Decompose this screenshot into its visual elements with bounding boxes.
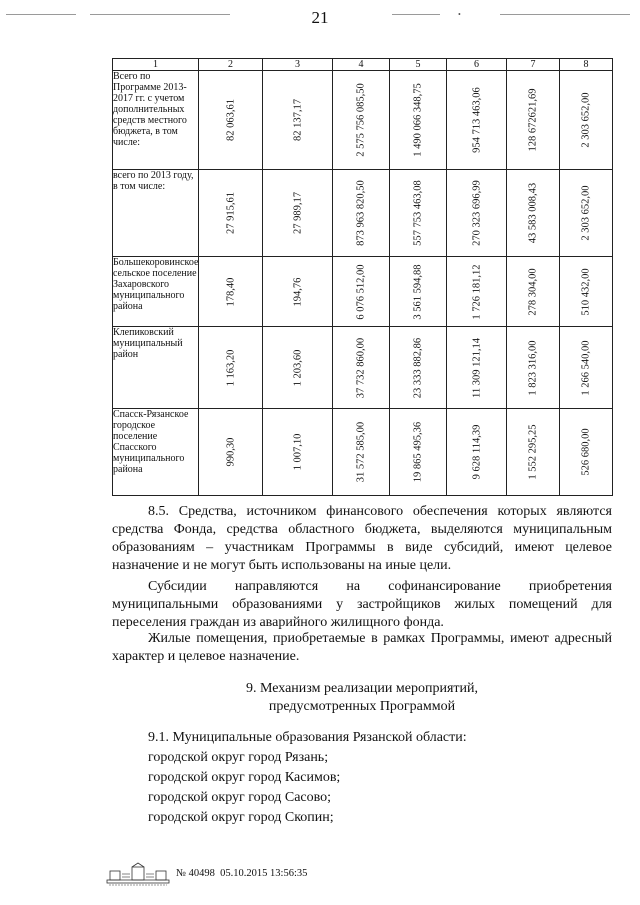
cell-value: 278 304,00 xyxy=(527,267,539,316)
cell-value: 178,40 xyxy=(225,277,236,306)
cell-value: 1 823 316,00 xyxy=(527,339,539,396)
paragraph-housing: Жилые помещения, приобретаемые в рамках Программы, имеют адресный характер и целевое назначение. xyxy=(112,631,612,664)
cell-value: 128 672621,69 xyxy=(527,88,539,152)
cell-value: 1 726 181,12 xyxy=(471,263,482,320)
table-cell xyxy=(390,257,447,327)
column-header: 1 xyxy=(113,59,199,71)
table-cell xyxy=(199,327,263,409)
cell-value: 557 753 463,08 xyxy=(412,180,424,246)
paragraph-subsidies: Субсидии направляются на софинансирование приобретения муниципальными образованиями у застройщиков жилых помещений для переселения граждан из аварийного жилищного фонда. xyxy=(112,579,612,630)
cell-value: 27 915,61 xyxy=(225,192,236,234)
table-cell xyxy=(447,170,507,257)
subsection-title: 9.1. Муниципальные образования Рязанской области: xyxy=(148,730,467,745)
table-cell xyxy=(390,71,447,170)
column-header: 5 xyxy=(390,59,447,71)
list-item: городской округ город Рязань; xyxy=(148,750,329,765)
cell-value: 19 865 495,36 xyxy=(412,421,424,483)
table-cell xyxy=(507,409,560,496)
cell-value: 23 333 882,86 xyxy=(412,337,424,398)
table-cell xyxy=(507,170,560,257)
table-row xyxy=(113,257,613,327)
column-header: 8 xyxy=(560,59,613,71)
column-header: 7 xyxy=(507,59,560,71)
section-title-line: предусмотренных Программой xyxy=(268,699,456,714)
table-cell xyxy=(390,170,447,257)
table-cell xyxy=(263,409,333,496)
cell-value: 1 007,10 xyxy=(292,433,303,471)
cell-value: 6 076 512,00 xyxy=(355,263,367,320)
paragraph-8-5: 8.5. Средства, источником финансового обеспечения которых являются средства Фонда, средства областного бюджета, выделяются муниципальным образованиям – участникам Программы в виде субсидий, имеют целевое назначение и не могут быть использованы на иные цели. xyxy=(112,504,612,573)
table-cell xyxy=(560,409,613,496)
row-label: Большекоровинское сельское поселение Захаровского муниципального района xyxy=(113,257,199,327)
cell-value: 954 713 463,06 xyxy=(471,87,482,153)
cell-value: 1 552 295,25 xyxy=(527,424,539,480)
table-cell xyxy=(333,409,390,496)
table-row xyxy=(113,170,613,257)
cell-value: 1 203,60 xyxy=(292,349,303,386)
row-label: всего по 2013 году, в том числе: xyxy=(113,170,199,257)
table-cell xyxy=(447,257,507,327)
table-cell xyxy=(560,71,613,170)
table-cell xyxy=(263,170,333,257)
table-cell xyxy=(447,327,507,409)
document-registry-stamp-icon xyxy=(106,862,170,886)
table-cell xyxy=(263,327,333,409)
cell-value: 194,76 xyxy=(292,277,303,306)
cell-value: 990,30 xyxy=(225,437,236,467)
table-cell xyxy=(199,257,263,327)
table-cell xyxy=(333,170,390,257)
cell-value: 1 163,20 xyxy=(225,349,236,386)
table-cell xyxy=(507,327,560,409)
cell-value: 82 063,61 xyxy=(225,99,236,141)
cell-value: 2 303 652,00 xyxy=(580,92,592,148)
cell-value: 2 303 652,00 xyxy=(580,185,592,241)
table-header-row xyxy=(113,59,613,71)
stamp-date: 05.10.2015 13:56:35 xyxy=(220,868,308,879)
table-row xyxy=(113,71,613,170)
table-cell xyxy=(333,327,390,409)
table-cell xyxy=(199,71,263,170)
section-title-line: 9. Механизм реализации мероприятий, xyxy=(245,681,479,696)
list-item: городской округ город Сасово; xyxy=(148,790,332,805)
cell-value: 270 323 696,99 xyxy=(471,180,482,246)
table-row xyxy=(113,327,613,409)
list-item: городской округ город Скопин; xyxy=(148,810,334,825)
row-label: Спасск-Рязанское городское поселение Спасского муниципального района xyxy=(113,409,199,496)
table-cell xyxy=(560,327,613,409)
cell-value: 31 572 585,00 xyxy=(355,421,367,483)
budget-table xyxy=(112,58,613,496)
column-header: 2 xyxy=(199,59,263,71)
table-cell xyxy=(507,257,560,327)
table-cell xyxy=(199,170,263,257)
table-cell xyxy=(560,257,613,327)
cell-value: 37 732 860,00 xyxy=(355,337,367,398)
scan-mark: • xyxy=(458,10,461,19)
page-number: 21 xyxy=(311,8,329,27)
cell-value: 82 137,17 xyxy=(292,99,303,141)
cell-value: 873 963 820,50 xyxy=(355,180,367,246)
cell-value: 1 266 540,00 xyxy=(580,339,592,396)
section-9-title xyxy=(112,680,612,716)
table-cell xyxy=(333,71,390,170)
row-label: Клепиковский муниципальный район xyxy=(113,327,199,409)
registration-stamp xyxy=(176,868,307,879)
cell-value: 11 309 121,14 xyxy=(471,337,482,398)
municipalities-block xyxy=(148,728,608,828)
column-header: 3 xyxy=(263,59,333,71)
row-label: Всего по Программе 2013-2017 гг. с учетом дополнительных средств местного бюджета, в том числе: xyxy=(113,71,199,170)
cell-value: 1 490 066 348,75 xyxy=(412,83,424,157)
table-cell xyxy=(263,257,333,327)
table-cell xyxy=(447,71,507,170)
cell-value: 526 680,00 xyxy=(580,428,592,476)
stamp-number: № 40498 xyxy=(176,868,215,879)
table-cell xyxy=(263,71,333,170)
cell-value: 27 989,17 xyxy=(292,192,303,234)
cell-value: 2 575 756 085,50 xyxy=(355,83,367,157)
table-cell xyxy=(199,409,263,496)
column-header: 6 xyxy=(447,59,507,71)
table-cell xyxy=(333,257,390,327)
cell-value: 3 561 594,88 xyxy=(412,263,424,320)
cell-value: 510 432,00 xyxy=(580,267,592,316)
table-cell xyxy=(447,409,507,496)
cell-value: 43 583 008,43 xyxy=(527,182,539,244)
table-cell xyxy=(390,327,447,409)
column-header: 4 xyxy=(333,59,390,71)
table-cell xyxy=(507,71,560,170)
cell-value: 9 628 114,39 xyxy=(471,424,482,480)
table-cell xyxy=(390,409,447,496)
table-row xyxy=(113,409,613,496)
list-item: городской округ город Касимов; xyxy=(148,770,341,785)
table-cell xyxy=(560,170,613,257)
